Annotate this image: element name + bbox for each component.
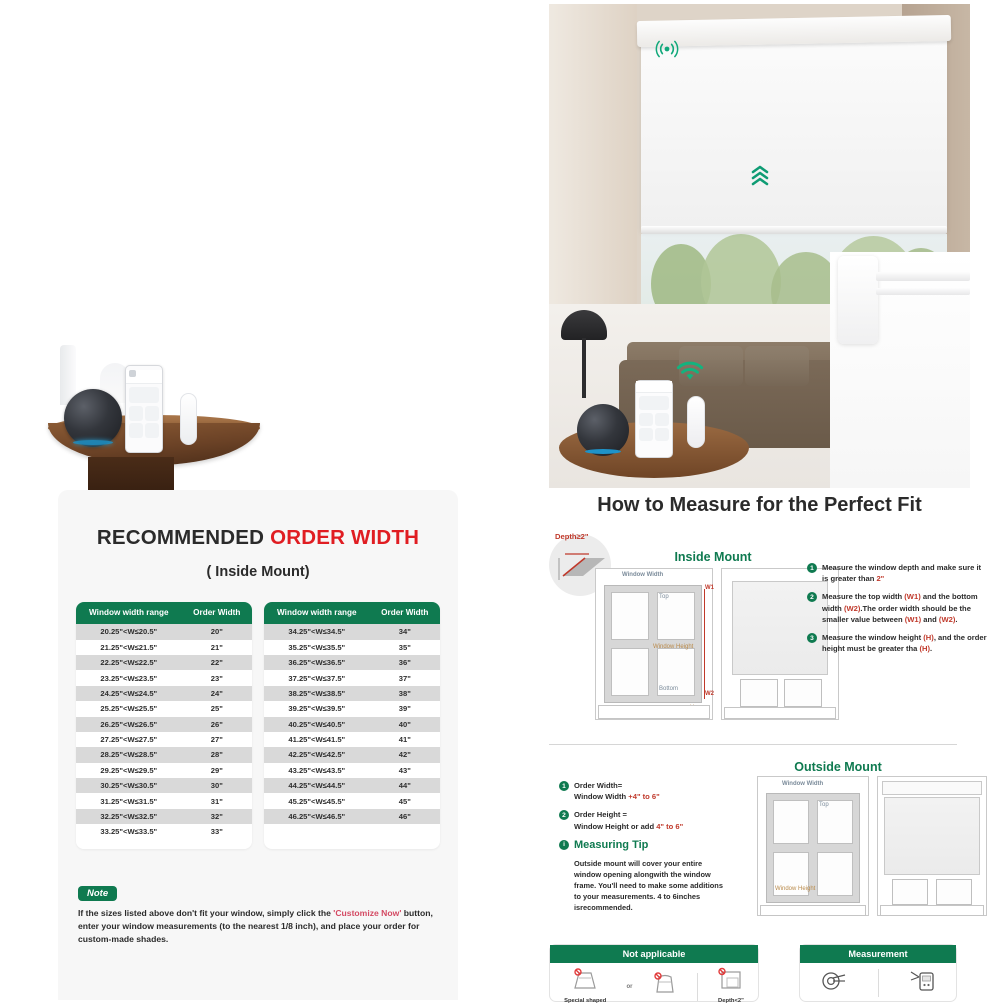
smart-speaker-icon [64, 389, 122, 447]
cell-window-width-range: 31.25"<W≤31.5" [100, 796, 158, 806]
cell-order-width: 32" [210, 811, 223, 821]
shallow-depth-caption: Depth<2" [718, 998, 744, 1004]
step-number: 2 [559, 810, 569, 820]
cell-window-width-range: 26.25"<W≤26.5" [100, 719, 158, 729]
cell-order-width: 33" [210, 827, 223, 837]
how-to-measure-title: How to Measure for the Perfect Fit [597, 494, 922, 516]
inside-mount-section [549, 528, 987, 732]
inside-mount-window-diagram [595, 568, 713, 720]
shallow-depth-item [718, 969, 744, 1004]
table-row [76, 640, 252, 655]
table-row [76, 778, 252, 793]
table-header-row [76, 602, 252, 624]
cell-window-width-range: 42.25"<W≤42.5" [288, 750, 346, 760]
window-pane-tl [773, 800, 809, 844]
tape-measure-item [819, 970, 849, 997]
step-highlight: (H) [919, 644, 931, 654]
table-row [76, 670, 252, 685]
special-shaped-item [564, 969, 606, 1004]
cell-order-width: 39" [398, 704, 411, 714]
table-row [264, 686, 440, 701]
col-header-window-width-range: Window width range [277, 608, 357, 617]
window-sill [724, 707, 836, 719]
shade-headrail [882, 781, 982, 795]
cushion-2 [745, 346, 809, 386]
step-item [559, 780, 731, 802]
table-row [76, 747, 252, 762]
title-plain: RECOMMENDED [96, 526, 271, 549]
outside-mount-shade-diagram [877, 776, 987, 916]
step-item [807, 562, 987, 584]
table-row [76, 763, 252, 778]
remote-control-shape [180, 393, 197, 445]
table-row [76, 732, 252, 747]
trapezoid-window-icon [572, 969, 598, 991]
cell-order-width: 21" [210, 642, 223, 652]
cell-window-width-range: 40.25"<W≤40.5" [288, 719, 346, 729]
outside-mount-steps [559, 780, 731, 913]
or-separator: or [626, 983, 633, 990]
cell-window-width-range: 21.25"<W≤21.5" [100, 642, 158, 652]
window-pane-tl [611, 592, 649, 640]
step-highlight: (W1) [904, 614, 922, 624]
not-applicable-items [550, 963, 758, 1008]
phone-app-mockup [125, 365, 163, 453]
cell-order-width: 31" [210, 796, 223, 806]
note-section [78, 883, 438, 947]
window-pane-br [784, 679, 822, 707]
note-badge: Note [78, 886, 117, 901]
cell-window-width-range: 28.25"<W≤28.5" [100, 750, 158, 760]
cell-window-width-range: 33.25"<W≤33.5" [100, 827, 158, 837]
table-lamp-icon [561, 310, 607, 340]
cell-order-width: 30" [210, 781, 223, 791]
step-highlight: 4" to 6" [656, 821, 684, 831]
cell-order-width: 25" [210, 704, 223, 714]
window-frame [766, 793, 860, 903]
cell-window-width-range: 29.25"<W≤29.5" [100, 765, 158, 775]
cell-window-width-range: 30.25"<W≤30.5" [100, 781, 158, 791]
tip-content [574, 839, 648, 851]
step-highlight: (H) [923, 633, 934, 643]
info-icon: i [559, 840, 569, 850]
outside-mount-window-diagram [757, 776, 869, 916]
table-row [76, 655, 252, 670]
step-highlight: (W2) [938, 614, 956, 624]
step-line1: Order Width= [574, 781, 623, 790]
cell-window-width-range: 37.25"<W≤37.5" [288, 673, 346, 683]
cell-window-width-range: 46.25"<W≤46.5" [288, 811, 346, 821]
window-sill [880, 905, 984, 916]
window-pane-br [936, 879, 972, 905]
roller-tube-product [838, 256, 878, 344]
cell-order-width: 43" [398, 765, 411, 775]
step-number: 2 [807, 592, 817, 602]
label-window-height: Window Height [775, 886, 816, 892]
table-row [264, 793, 440, 808]
cell-window-width-range: 45.25"<W≤45.5" [288, 796, 346, 806]
smart-speaker-icon [577, 404, 629, 456]
table-row [76, 686, 252, 701]
cell-window-width-range: 41.25"<W≤41.5" [288, 735, 346, 745]
laser-measure-icon [908, 970, 938, 992]
not-applicable-title: Not applicable [550, 945, 758, 963]
step-number: 1 [559, 781, 569, 791]
outside-mount-section [549, 756, 970, 936]
label-window-width: Window Width [622, 572, 664, 578]
table-bottom-cap [264, 824, 440, 833]
table-row [264, 670, 440, 685]
step-text-part: . [955, 614, 958, 624]
window-pane-bl [611, 648, 649, 696]
step-highlight: (W1) [904, 592, 921, 602]
step-line1: Order Height = [574, 810, 627, 820]
customize-now-link[interactable]: 'Customize Now' [333, 907, 402, 918]
window-pane-br [817, 852, 853, 896]
label-window-width: Window Width [782, 781, 824, 787]
step-text-part: Measure the window depth and make sure it is greater than [822, 563, 982, 584]
window-sill [598, 705, 710, 719]
window-frame [604, 585, 702, 703]
size-tables [76, 602, 440, 849]
height-dim-line [704, 589, 705, 699]
col-header-order-width: Order Width [381, 608, 429, 617]
table-row [264, 701, 440, 716]
cell-order-width: 41" [398, 735, 411, 745]
tip-body: Outside mount will cover your entire window opening alongwith the window frame. You'll need to make some additions to your measurements. 4 to 6inches isrecommended. [574, 858, 723, 913]
divider [697, 973, 698, 1001]
cell-order-width: 38" [398, 688, 411, 698]
card-subtitle: ( Inside Mount) [206, 564, 310, 580]
order-width-table-right [264, 602, 440, 849]
section-divider [549, 744, 957, 745]
label-w2: W2 [705, 691, 714, 697]
window-pane-bl [892, 879, 928, 905]
product-overlay [830, 252, 970, 488]
table-row [264, 747, 440, 762]
order-width-card [58, 490, 458, 1000]
shade-bottom-rail [641, 226, 947, 234]
inside-mount-heading: Inside Mount [674, 550, 752, 564]
cell-order-width: 28" [210, 750, 223, 760]
shallow-depth-icon [718, 969, 744, 991]
measurement-panel [799, 944, 957, 1002]
table-row [264, 778, 440, 793]
cell-window-width-range: 38.25"<W≤38.5" [288, 688, 346, 698]
label-window-height: Window Height [653, 644, 694, 650]
remote-control-shape [687, 396, 705, 448]
step-text [822, 632, 987, 654]
arched-window-icon [653, 973, 677, 995]
step-highlight: 2" [876, 574, 885, 584]
cell-order-width: 40" [398, 719, 411, 729]
window-pane-bl [740, 679, 778, 707]
step-text-part: and the bottom width [822, 592, 978, 613]
step-item [807, 632, 987, 654]
cell-order-width: 45" [398, 796, 411, 806]
step-text-part: Measure the top width [822, 592, 905, 602]
outside-mount-heading: Outside Mount [794, 760, 882, 774]
cell-window-width-range: 32.25"<W≤32.5" [100, 811, 158, 821]
table-row [264, 809, 440, 824]
note-text-part1: If the sizes listed above don't fit your window, simply click the [78, 907, 334, 918]
cell-window-width-range: 25.25"<W≤25.5" [100, 704, 158, 714]
step-text [574, 780, 660, 802]
note-text-part2: button, enter your window measurements (to the nearest 1/8 inch), and place your order for custom-made shades. [78, 907, 433, 945]
cell-window-width-range: 20.25"<W≤20.5" [100, 627, 158, 637]
cell-order-width: 20" [210, 627, 223, 637]
installed-shade [884, 797, 980, 875]
product-rail-2 [876, 288, 970, 295]
table-row [264, 640, 440, 655]
laser-measure-item [908, 970, 938, 997]
cell-order-width: 26" [210, 719, 223, 729]
cell-window-width-range: 39.25"<W≤39.5" [288, 704, 346, 714]
cell-window-width-range: 22.25"<W≤22.5" [100, 658, 158, 668]
smart-home-vignette-image [40, 345, 270, 510]
cell-order-width: 29" [210, 765, 223, 775]
cell-window-width-range: 36.25"<W≤36.5" [288, 658, 346, 668]
measuring-tip [559, 839, 731, 851]
step-text-part: .The order width should be the smaller value between [822, 603, 971, 624]
shade-up-chevrons-icon [751, 164, 769, 186]
table-body-left [76, 624, 252, 839]
tip-title: Measuring Tip [574, 838, 649, 851]
wall-left [549, 4, 637, 334]
special-shaped-caption: Special shaped [564, 998, 607, 1004]
measurement-title: Measurement [800, 945, 956, 963]
step-number: 3 [807, 633, 817, 643]
table-row [76, 824, 252, 839]
title-accent: ORDER WIDTH [270, 526, 420, 549]
cell-order-width: 22" [210, 658, 223, 668]
note-text [78, 907, 438, 947]
step-line2: Window Height or add [574, 821, 657, 831]
cell-order-width: 23" [210, 673, 223, 683]
cell-window-width-range: 43.25"<W≤43.5" [288, 765, 346, 775]
label-top: Top [819, 802, 829, 808]
table-header-row [264, 602, 440, 624]
col-header-order-width: Order Width [193, 608, 241, 617]
label-bottom: Bottom [659, 686, 679, 692]
table-row [264, 732, 440, 747]
cell-order-width: 36" [398, 658, 411, 668]
step-text [822, 562, 987, 584]
cell-window-width-range: 27.25"<W≤27.5" [100, 735, 158, 745]
step-line2: Window Width [574, 792, 629, 802]
table-row [76, 793, 252, 808]
table-row [76, 624, 252, 639]
hero-room-photo [549, 4, 970, 488]
table-row [264, 717, 440, 732]
step-text-part: , and the order height must be greater tha [822, 633, 987, 654]
step-number: 1 [807, 563, 817, 573]
step-highlight: (W2) [843, 603, 861, 613]
inside-mount-steps [807, 562, 987, 662]
table-row [264, 655, 440, 670]
phone-app-mockup [635, 380, 673, 458]
step-text-part: . [930, 644, 933, 654]
cell-order-width: 42" [398, 750, 411, 760]
table-row [76, 809, 252, 824]
label-w1: W1 [705, 585, 714, 591]
table-row [76, 717, 252, 732]
wireless-signal-icon [654, 38, 680, 60]
cell-order-width: 44" [398, 781, 411, 791]
right-column [520, 0, 1000, 1004]
table-bottom-cap [76, 840, 252, 849]
depth-badge-label: Depth≥2" [555, 532, 589, 541]
cell-order-width: 35" [398, 642, 411, 652]
table-row [264, 624, 440, 639]
label-top: Top [659, 594, 669, 600]
step-text-part: and [921, 614, 939, 624]
cell-window-width-range: 35.25"<W≤35.5" [288, 642, 346, 652]
table-body-right [264, 624, 440, 824]
step-item [559, 809, 731, 831]
step-text [822, 591, 987, 625]
measurement-items [800, 963, 956, 1001]
step-highlight: +4" to 6" [628, 792, 660, 802]
step-text [574, 809, 683, 831]
table-row [76, 701, 252, 716]
not-applicable-panel [549, 944, 759, 1002]
cell-window-width-range: 34.25"<W≤34.5" [288, 627, 346, 637]
wifi-icon [673, 360, 707, 384]
arched-window-item [653, 973, 677, 1000]
table-row [264, 763, 440, 778]
step-item [807, 591, 987, 625]
step-text-part: Measure the window height [822, 633, 924, 643]
cell-order-width: 46" [398, 811, 411, 821]
tape-measure-icon [819, 970, 849, 992]
lamp-stem [582, 338, 586, 398]
cell-order-width: 37" [398, 673, 411, 683]
cell-window-width-range: 24.25"<W≤24.5" [100, 688, 158, 698]
order-width-table-left [76, 602, 252, 849]
cell-order-width: 27" [210, 735, 223, 745]
cell-window-width-range: 44.25"<W≤44.5" [288, 781, 346, 791]
cell-window-width-range: 23.25"<W≤23.5" [100, 673, 158, 683]
window-sill [760, 905, 866, 916]
page-title [58, 526, 458, 550]
divider [878, 969, 879, 997]
cell-order-width: 34" [398, 627, 411, 637]
roller-shade-fabric [641, 40, 947, 230]
product-rail-1 [876, 272, 970, 281]
cell-order-width: 24" [210, 688, 223, 698]
col-header-window-width-range: Window width range [89, 608, 169, 617]
